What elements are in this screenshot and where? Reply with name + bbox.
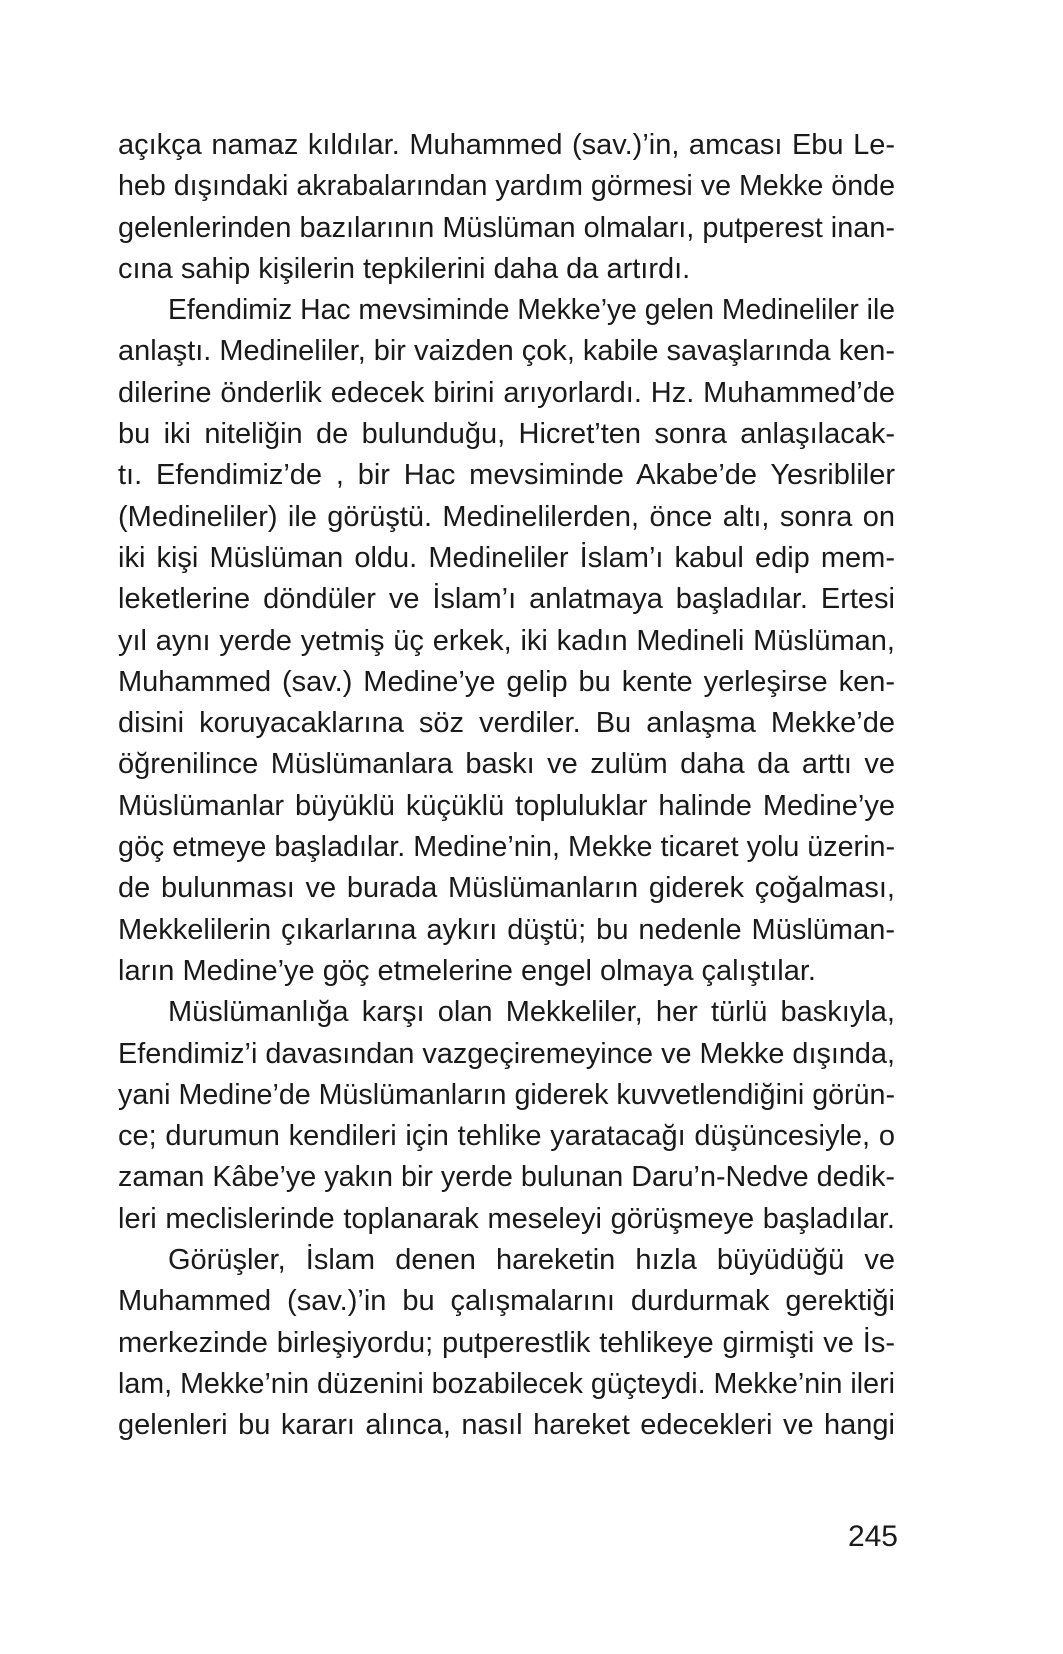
text-line: [118, 1281, 895, 1322]
line-text: leri meclislerinde toplanarak meseleyi görüşmeye başladılar.: [118, 1202, 895, 1235]
line-text: ların Medine’ye göç etmelerine engel olmaya çalıştılar.: [118, 954, 816, 987]
line-text: leketlerine döndüler ve İslam’ı anlatmaya başladılar. Ertesi: [118, 583, 895, 616]
line-text: lam, Mekke’nin düzenini bozabilecek güçteydi. Mekke’nin ileri: [118, 1367, 895, 1400]
line-text: tı. Efendimiz’de , bir Hac mevsiminde Akabe’de Yesribliler: [118, 459, 895, 492]
text-line: [118, 538, 895, 579]
text-line: [118, 868, 895, 909]
text-line: [118, 786, 895, 827]
line-text: iki kişi Müslüman oldu. Medineliler İslam’ı kabul edip mem-: [118, 541, 895, 574]
line-text: Mekkelilerin çıkarlarına aykırı düştü; bu nedenle Müslüman-: [118, 913, 895, 946]
text-line: [118, 414, 895, 455]
text-line: [118, 125, 895, 166]
line-text: Muhammed (sav.)’in bu çalışmalarını durdurmak gerektiği: [118, 1285, 895, 1318]
line-text: Efendimiz Hac mevsiminde Mekke’ye gelen Medineliler ile: [168, 294, 895, 327]
line-text: ce; durumun kendileri için tehlike yaratacağı düşüncesiyle, o: [118, 1120, 895, 1153]
text-line: [118, 1199, 895, 1240]
text-line: [118, 1116, 895, 1157]
paragraph-first-line: [118, 1240, 895, 1281]
text-line: [118, 455, 895, 496]
line-text: de bulunması ve burada Müslümanların giderek çoğalması,: [118, 872, 895, 905]
text-line: [118, 1157, 895, 1198]
text-line: [118, 621, 895, 662]
line-text: Efendimiz’i davasından vazgeçiremeyince ve Mekke dışında,: [118, 1037, 895, 1070]
text-line: [118, 373, 895, 414]
line-text: bu iki niteliğin de bulunduğu, Hicret’ten sonra anlaşılacak-: [118, 418, 895, 451]
line-text: cına sahip kişilerin tepkilerini daha da artırdı.: [118, 252, 691, 285]
text-line: [118, 703, 895, 744]
line-text: disini koruyacaklarına söz verdiler. Bu anlaşma Mekke’de: [118, 707, 895, 740]
line-text: göç etmeye başladılar. Medine’nin, Mekke ticaret yolu üzerin-: [118, 831, 895, 864]
line-text: Müslümanlığa karşı olan Mekkeliler, her türlü baskıyla,: [168, 996, 895, 1029]
text-line: [118, 1034, 895, 1075]
line-text: zaman Kâbe’ye yakın bir yerde bulunan Daru’n-Nedve dedik-: [118, 1161, 895, 1194]
line-text: gelenleri bu kararı alınca, nasıl hareket edecekleri ve hangi: [118, 1409, 895, 1442]
text-line: [118, 166, 895, 207]
text-line: [118, 1075, 895, 1116]
line-text: (Medineliler) ile görüştü. Medinelilerden, önce altı, sonra on: [118, 500, 895, 533]
line-text: yani Medine’de Müslümanların giderek kuvvetlendiğini görün-: [118, 1078, 895, 1111]
text-line: [118, 497, 895, 538]
line-text: dilerine önderlik edecek birini arıyorlardı. Hz. Muhammed’de: [118, 376, 895, 409]
line-text: açıkça namaz kıldılar. Muhammed (sav.)’in, amcası Ebu Le-: [118, 129, 895, 161]
line-text: Müslümanlar büyüklü küçüklü topluluklar halinde Medine’ye: [118, 789, 895, 822]
line-text: Görüşler, İslam denen hareketin hızla büyüdüğü ve: [168, 1244, 895, 1277]
text-line: [118, 331, 895, 372]
line-text: heb dışındaki akrabalarından yardım görmesi ve Mekke önde: [118, 170, 895, 203]
page-number: 245: [847, 1520, 898, 1553]
body-text: [118, 125, 895, 1447]
line-text: merkezinde birleşiyordu; putperestlik tehlikeye girmişti ve İs-: [118, 1326, 895, 1359]
text-line: [118, 827, 895, 868]
line-text: gelenlerinden bazılarının Müslüman olmaları, putperest inan-: [118, 211, 895, 244]
line-text: anlaştı. Medineliler, bir vaizden çok, kabile savaşlarında ken-: [118, 335, 895, 368]
line-text: Muhammed (sav.) Medine’ye gelip bu kente yerleşirse ken-: [118, 665, 895, 698]
text-line: [118, 662, 895, 703]
text-line: [118, 951, 895, 992]
text-line: [118, 249, 895, 290]
text-line: [118, 1364, 895, 1405]
paragraph-first-line: [118, 992, 895, 1033]
text-line: [118, 1405, 895, 1446]
text-line: [118, 1323, 895, 1364]
text-line: [118, 208, 895, 249]
text-line: [118, 910, 895, 951]
text-line: [118, 744, 895, 785]
line-text: öğrenilince Müslümanlara baskı ve zulüm daha da arttı ve: [118, 748, 895, 781]
paragraph-first-line: [118, 290, 895, 331]
text-line: [118, 579, 895, 620]
line-text: yıl aynı yerde yetmiş üç erkek, iki kadın Medineli Müslüman,: [118, 624, 895, 657]
